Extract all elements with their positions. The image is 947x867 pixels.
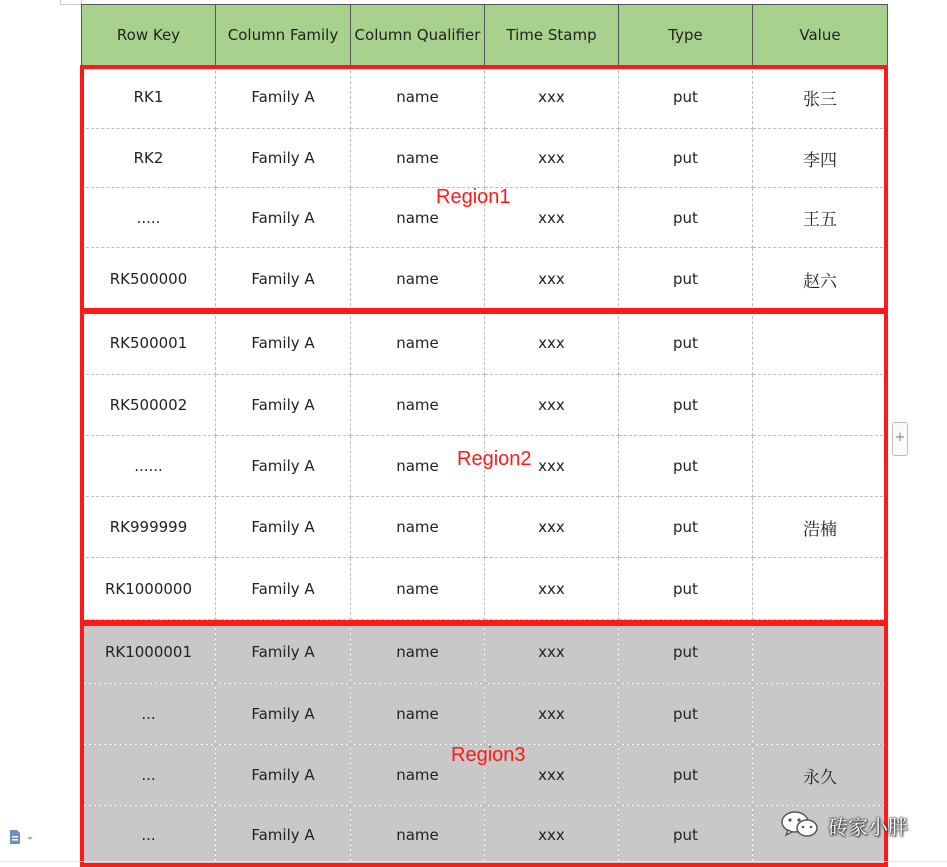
table-row (82, 248, 888, 311)
row-key-cell: ... (82, 684, 216, 745)
value-cell: 张三 (753, 66, 888, 129)
row-key-cell: ... (82, 806, 216, 864)
header-row (82, 5, 888, 66)
region3-label: Region3 (451, 744, 526, 766)
value-cell (753, 311, 888, 375)
qualifier-cell: name (351, 311, 485, 375)
type-cell: put (619, 375, 753, 436)
qualifier-cell: name (351, 129, 485, 188)
value-cell: 永久 (753, 745, 888, 806)
family-cell: Family A (216, 684, 351, 745)
qualifier-cell: name (351, 806, 485, 864)
document-icon (7, 828, 37, 846)
header-time-stamp: Time Stamp (485, 5, 619, 66)
bottom-divider (0, 861, 947, 862)
value-cell: 李四 (753, 129, 888, 188)
family-cell: Family A (216, 311, 351, 375)
row-key-cell: RK500000 (82, 248, 216, 311)
header-row-key: Row Key (82, 5, 216, 66)
type-cell: put (619, 129, 753, 188)
value-cell (753, 436, 888, 497)
value-cell (753, 684, 888, 745)
plus-icon: + (894, 430, 906, 445)
header-column-family: Column Family (216, 5, 351, 66)
family-cell: Family A (216, 497, 351, 558)
timestamp-cell: xxx (485, 806, 619, 864)
qualifier-cell: name (351, 375, 485, 436)
qualifier-cell: name (351, 248, 485, 311)
timestamp-cell: xxx (485, 497, 619, 558)
family-cell: Family A (216, 806, 351, 864)
family-cell: Family A (216, 620, 351, 684)
document-menu[interactable] (7, 828, 37, 846)
value-cell (753, 558, 888, 620)
table-row (82, 620, 888, 684)
row-key-cell: RK500002 (82, 375, 216, 436)
table-row (82, 684, 888, 745)
wechat-icon (780, 809, 820, 841)
row-key-cell: ..... (82, 188, 216, 248)
qualifier-cell: name (351, 436, 485, 497)
type-cell: put (619, 558, 753, 620)
table-row (82, 129, 888, 188)
qualifier-cell: name (351, 620, 485, 684)
table-row (82, 806, 888, 864)
header-column-qualifier: Column Qualifier (351, 5, 485, 66)
timestamp-cell: xxx (485, 188, 619, 248)
type-cell: put (619, 497, 753, 558)
header-value: Value (753, 5, 888, 66)
value-cell: 浩楠 (753, 497, 888, 558)
qualifier-cell: name (351, 745, 485, 806)
watermark-text: 砖家小胖 (828, 814, 908, 839)
timestamp-cell: xxx (485, 311, 619, 375)
type-cell: put (619, 620, 753, 684)
family-cell: Family A (216, 129, 351, 188)
family-cell: Family A (216, 745, 351, 806)
timestamp-cell: xxx (485, 375, 619, 436)
table-row (82, 497, 888, 558)
type-cell: put (619, 436, 753, 497)
timestamp-cell: xxx (485, 620, 619, 684)
row-key-cell: RK999999 (82, 497, 216, 558)
value-cell (753, 620, 888, 684)
timestamp-cell: xxx (485, 558, 619, 620)
table-row (82, 66, 888, 129)
family-cell: Family A (216, 66, 351, 129)
family-cell: Family A (216, 188, 351, 248)
type-cell: put (619, 806, 753, 864)
value-cell: 王五 (753, 188, 888, 248)
top-marker (60, 0, 82, 5)
region1-label: Region1 (436, 186, 511, 208)
family-cell: Family A (216, 558, 351, 620)
qualifier-cell: name (351, 558, 485, 620)
row-key-cell: RK1000001 (82, 620, 216, 684)
type-cell: put (619, 684, 753, 745)
type-cell: put (619, 66, 753, 129)
row-key-cell: RK1000000 (82, 558, 216, 620)
qualifier-cell: name (351, 66, 485, 129)
qualifier-cell: name (351, 188, 485, 248)
qualifier-cell: name (351, 684, 485, 745)
region2-label: Region2 (457, 448, 532, 470)
type-cell: put (619, 188, 753, 248)
row-key-cell: ... (82, 745, 216, 806)
family-cell: Family A (216, 248, 351, 311)
row-key-cell: ...... (82, 436, 216, 497)
table-row (82, 558, 888, 620)
family-cell: Family A (216, 375, 351, 436)
header-type: Type (619, 5, 753, 66)
type-cell: put (619, 311, 753, 375)
timestamp-cell: xxx (485, 684, 619, 745)
value-cell: 赵六 (753, 248, 888, 311)
table-row (82, 311, 888, 375)
timestamp-cell: xxx (485, 66, 619, 129)
watermark (780, 808, 908, 842)
type-cell: put (619, 248, 753, 311)
timestamp-cell: xxx (485, 248, 619, 311)
timestamp-cell: xxx (485, 129, 619, 188)
add-button[interactable] (892, 422, 908, 456)
row-key-cell: RK500001 (82, 311, 216, 375)
row-key-cell: RK1 (82, 66, 216, 129)
value-cell (753, 375, 888, 436)
family-cell: Family A (216, 436, 351, 497)
hbase-table (81, 4, 888, 864)
qualifier-cell: name (351, 497, 485, 558)
type-cell: put (619, 745, 753, 806)
timestamp-cell: xxx (485, 745, 619, 806)
table-row (82, 375, 888, 436)
row-key-cell: RK2 (82, 129, 216, 188)
timestamp-cell: xxx (485, 436, 619, 497)
